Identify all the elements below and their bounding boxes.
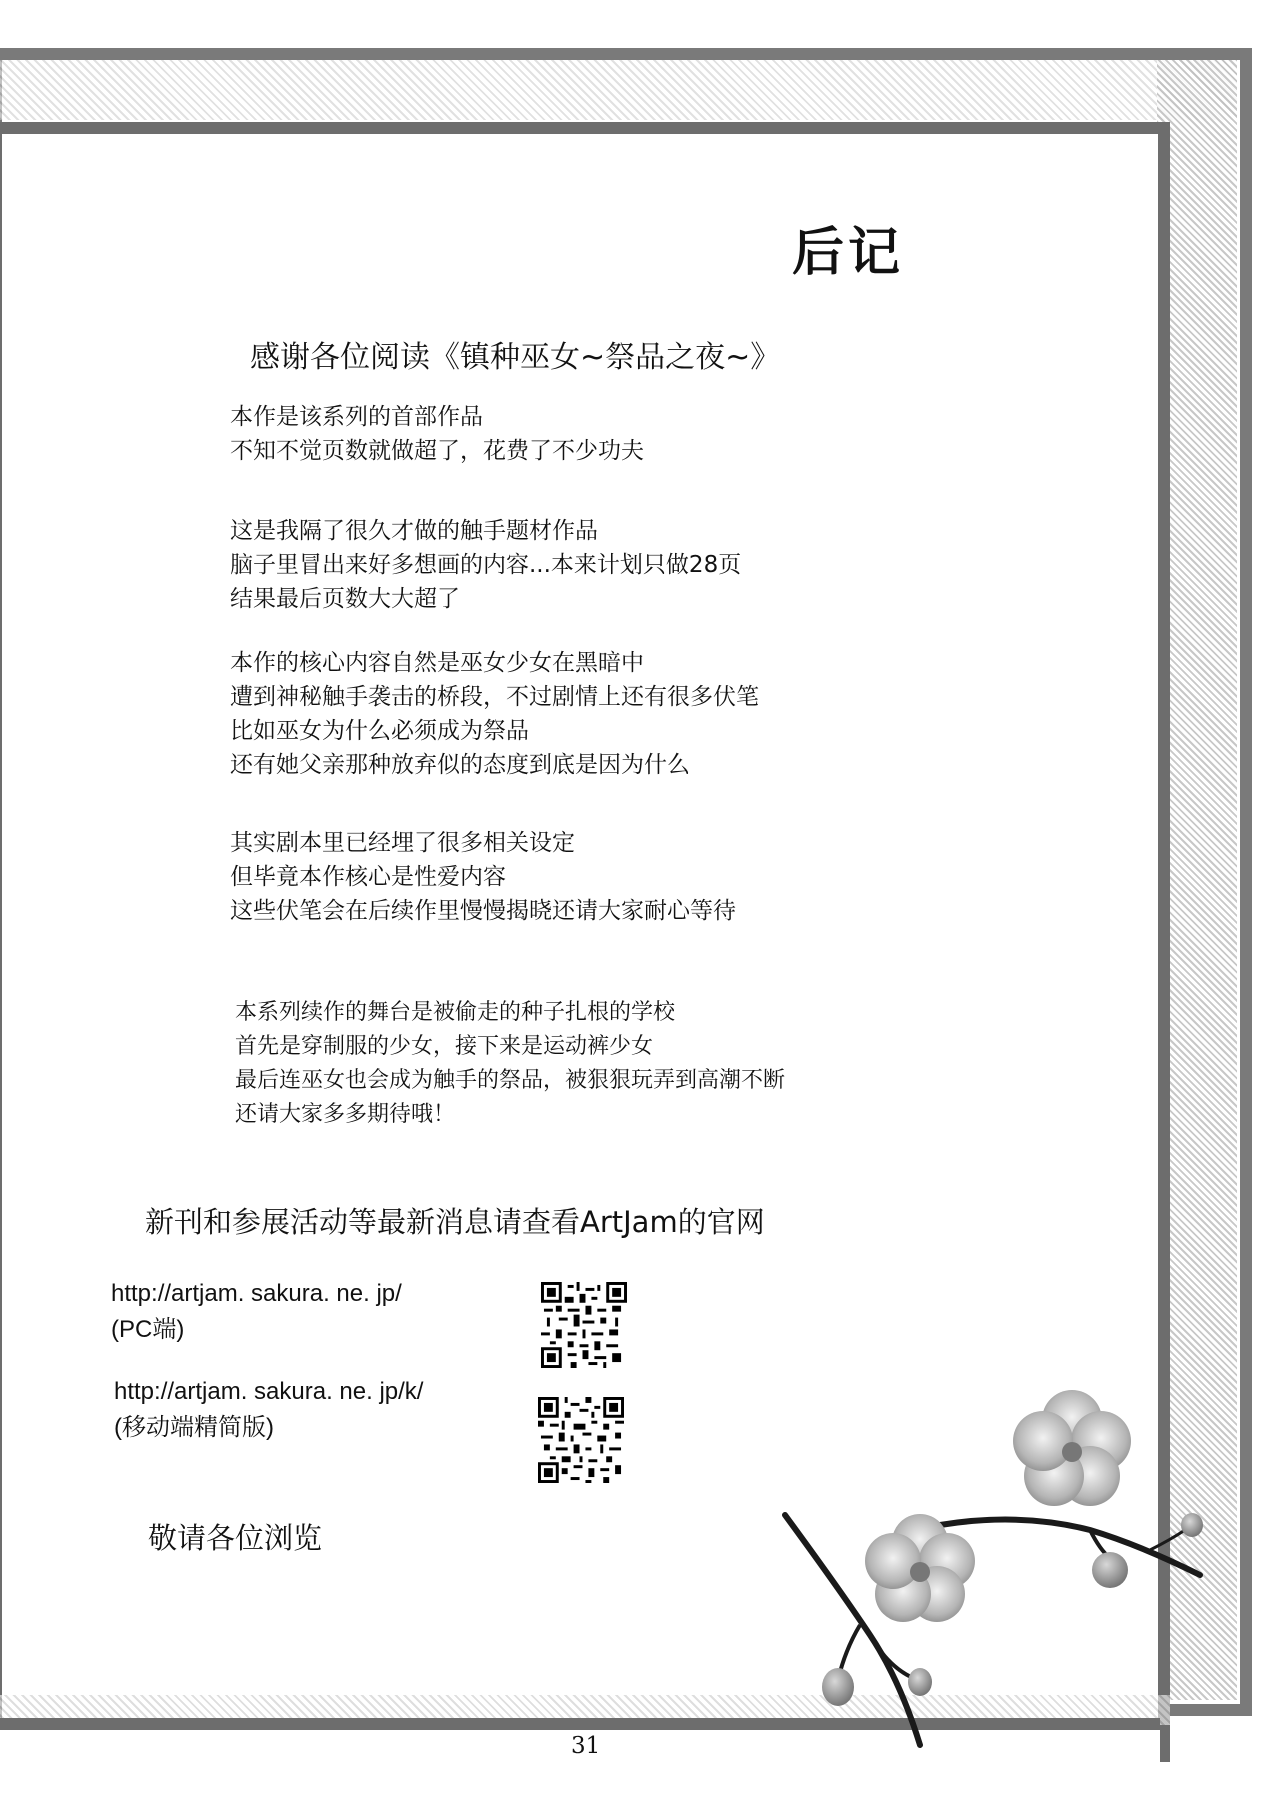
text-line: 这些伏笔会在后续作里慢慢揭晓还请大家耐心等待 <box>230 898 736 924</box>
text-line: 不知不觉页数就做超了，花费了不少功夫 <box>230 438 644 464</box>
closing-text: 敬请各位浏览 <box>148 1521 323 1555</box>
text-line: 本系列续作的舞台是被偷走的种子扎根的学校 <box>235 1000 676 1025</box>
text-line: 最后连巫女也会成为触手的祭品，被狠狠玩弄到高潮不断 <box>235 1068 786 1093</box>
text-line: 本作是该系列的首部作品 <box>230 404 483 430</box>
qr-code-pc-icon <box>541 1282 627 1368</box>
text-line: 结果最后页数大大超了 <box>230 586 460 612</box>
link-pc <box>111 1276 402 1348</box>
page-number: 31 <box>571 1733 601 1759</box>
link-label: (移动端精简版) <box>114 1414 274 1441</box>
page-title: 后记 <box>792 223 905 283</box>
text-line: 但毕竟本作核心是性爱内容 <box>230 864 506 890</box>
text-line: 脑子里冒出来好多想画的内容...本来计划只做28页 <box>230 552 742 578</box>
text-line: 还请大家多多期待哦！ <box>235 1102 456 1127</box>
paragraph-4 <box>230 826 736 928</box>
text-line: 遭到神秘触手袭击的桥段，不过剧情上还有很多伏笔 <box>230 684 759 710</box>
paragraph-1 <box>230 400 644 468</box>
link-url[interactable]: http://artjam. sakura. ne. jp/ <box>111 1280 402 1307</box>
text-line: 这是我隔了很久才做的触手题材作品 <box>230 518 598 544</box>
link-url[interactable]: http://artjam. sakura. ne. jp/k/ <box>114 1378 424 1405</box>
text-line: 比如巫女为什么必须成为祭品 <box>230 718 529 744</box>
paragraph-5 <box>235 996 785 1132</box>
frame-pattern-top <box>0 60 1237 120</box>
plum-blossom-branch-icon <box>760 1380 1220 1760</box>
news-heading: 新刊和参展活动等最新消息请查看ArtJam的官网 <box>145 1205 765 1239</box>
subtitle: 感谢各位阅读《镇种巫女~祭品之夜~》 <box>250 340 781 375</box>
text-line: 还有她父亲那种放弃似的态度到底是因为什么 <box>230 752 690 778</box>
link-label: (PC端) <box>111 1316 185 1343</box>
text-line: 本作的核心内容自然是巫女少女在黑暗中 <box>230 650 644 676</box>
paragraph-2 <box>230 514 741 616</box>
text-line: 首先是穿制服的少女，接下来是运动裤少女 <box>235 1034 654 1059</box>
paragraph-3 <box>230 646 759 782</box>
qr-code-mobile-icon <box>538 1397 624 1483</box>
text-line: 其实剧本里已经埋了很多相关设定 <box>230 830 575 856</box>
link-mobile <box>114 1374 423 1446</box>
